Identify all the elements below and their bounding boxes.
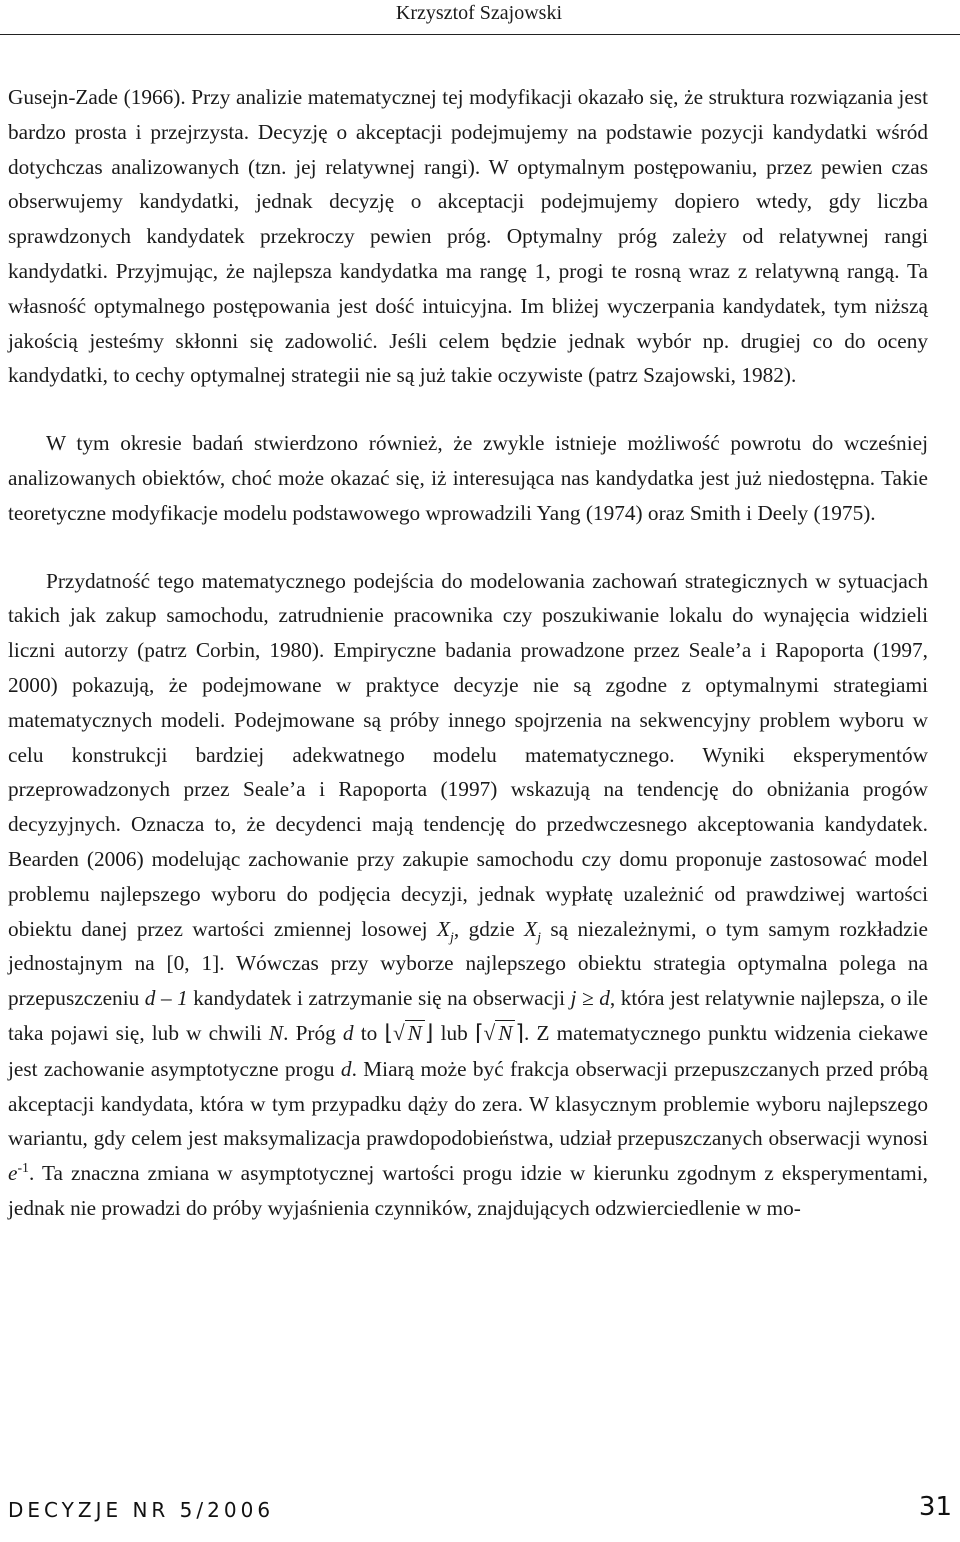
paragraph-1: Gusejn-Zade (1966). Przy analizie matematycznej tej modyfikacji okazało się, że struktura rozwiązania jest bardzo prosta i przejrzysta. Decyzję o akceptacji podejmujemy na podstawie pozycji kandydatki wśród dotychczas analizowanych (tzn. jej relatywnej rangi). W optymalnym postępowaniu, przez pewien czas obserwujemy kandydatki, jednak decyzję o akceptacji podejmujemy dopiero wtedy, gdy liczba sprawdzonych kandydatek przekroczy pewien próg. Optymalny próg zależy od relatywnej rangi kandydatki. Przyjmując, że najlepsza kandydatka ma rangę 1, progi te rosną wraz z relatywną rangą. Ta własność optymalnego postępowania jest dość intuicyjna. Im bliżej wyczerpania kandydatek, tym niższą jakością jesteśmy skłonni się zadowolić. Jeśli celem będzie jednak wybór np. drugiej co do oceny kandydatki, to cechy optymalnej strategii nie są już takie oczywiste (patrz Szajowski, 1982). xyxy=(8,85,928,388)
sqrt-symbol: √ xyxy=(483,1020,496,1045)
math-subscript-j: j xyxy=(450,928,454,944)
math-n-under-root: N xyxy=(495,1020,515,1045)
math-j-geq-d: j ≥ d xyxy=(570,986,610,1011)
paragraph-3-part-c: są niezależnymi, o tym samym rozkładzie jednostajnym na [0, 1]. Wówczas przy wyborze najlepszego obiektu strategia optymalna polega na przepuszczeniu xyxy=(8,916,929,1011)
math-n-under-root: N xyxy=(405,1020,425,1045)
running-head-author: Krzysztof Szajowski xyxy=(395,2,562,24)
math-d: d xyxy=(340,1056,352,1081)
math-subscript-j: j xyxy=(537,928,541,944)
paragraph-3-part-i: . Z matematycznego punktu widzenia ciekawe jest zachowanie asymptotyczne progu xyxy=(8,1020,928,1081)
paragraph-3-part-b: , gdzie xyxy=(453,916,525,941)
paragraph-3 xyxy=(8,564,928,1226)
paragraph-3-part-l: . Ta znaczna zmiana w asymptotycznej wartości progu idzie w kierunku zgodnym z eksperymentami, jednak nie prowadzi do próby wyjaśnienia czynników, znajdujących odzwierciedlenie w mo- xyxy=(8,1161,928,1220)
paragraph-3-part-a: Przydatność tego matematycznego podejścia do modelowania zachowań strategicznych w sytuacjach takich jak zakup samochodu, zatrudnienie pracownika czy poszukiwanie lokalu do wynajęcia widzieli liczni autorzy (patrz Corbin, 1980). Empiryczne badania prowadzone przez Seale’a i Rapoporta (1997, 2000) pokazują, że podejmowane w praktyce decyzje nie są zgodne z optymalnymi strategiami matematycznych modeli. Podejmowane są próby innego spojrzenia na sekwencyjny problem wyboru w celu konstrukcji bardziej adekwatnego modelu matematycznego. Wyniki eksperymentów przeprowadzonych przez Seale’a i Rapoporta (1997) wskazują na tendencję do obniżania progów decyzyjnych. Oznacza to, że decydenci mają tendencję do przedwczesnego akceptowania kandydatek. Bearden (2006) modelując zachowanie przy zakupie samochodu czy domu proponuje zastosować model problemu najlepszego wyboru do podjęcia decyzji, jednak wypłatę uzależnić od prawdziwej wartości obiektu danej przez wartości zmiennej losowej xyxy=(8,568,928,941)
paragraph-3-part-k: . Miarą może być frakcja obserwacji przepuszczanych przed próbą akceptacji kandydata, która w tym przypadku dąży do zera. W klasycznym problemie wyboru najlepszego wariantu, gdy celem jest maksymalizacja prawdopodobieństwa, udział przepuszczanych obserwacji wynosi xyxy=(8,1056,928,1151)
paragraph-3-part-f: . Próg xyxy=(283,1020,343,1045)
paragraph-3-part-d: kandydatek i zatrzymanie się na obserwacji xyxy=(187,986,571,1011)
math-x: X xyxy=(437,916,451,941)
body-text xyxy=(8,80,928,1226)
paragraph-3-part-h: lub xyxy=(433,1020,475,1045)
journal-name: DECYZJE NR 5/2006 xyxy=(8,1498,275,1522)
sqrt-symbol: √ xyxy=(392,1020,405,1045)
ceil-right-bracket: ⌉ xyxy=(515,1020,525,1046)
math-e: e xyxy=(8,1161,18,1186)
math-d: d xyxy=(342,1020,354,1045)
floor-right-bracket: ⌋ xyxy=(424,1020,434,1046)
math-exponent: -1 xyxy=(17,1160,29,1176)
paragraph-3-part-g: to xyxy=(353,1020,385,1045)
floor-left-bracket: ⌊ xyxy=(384,1020,393,1046)
math-n: N xyxy=(268,1020,284,1045)
page-footer xyxy=(8,1492,952,1536)
paragraph-2: W tym okresie badań stwierdzono również, że zwykle istnieje możliwość powrotu do wcześniej analizowanych obiektów, choć może okazać się, iż interesująca nas kandydatka jest już niedostępna. Takie teoretyczne modyfikacje modelu podstawowego wprowadzili Yang (1974) oraz Smith i Deely (1975). xyxy=(8,431,928,525)
ceil-left-bracket: ⌈ xyxy=(474,1020,484,1046)
math-d-minus-1: d – 1 xyxy=(144,986,188,1011)
paragraph-3-part-e: , która jest relatywnie najlepsza, o ile taka pojawi się, lub w chwili xyxy=(8,986,928,1045)
running-head xyxy=(0,0,960,35)
page-number: 31 xyxy=(918,1492,952,1522)
math-x: X xyxy=(524,916,538,941)
